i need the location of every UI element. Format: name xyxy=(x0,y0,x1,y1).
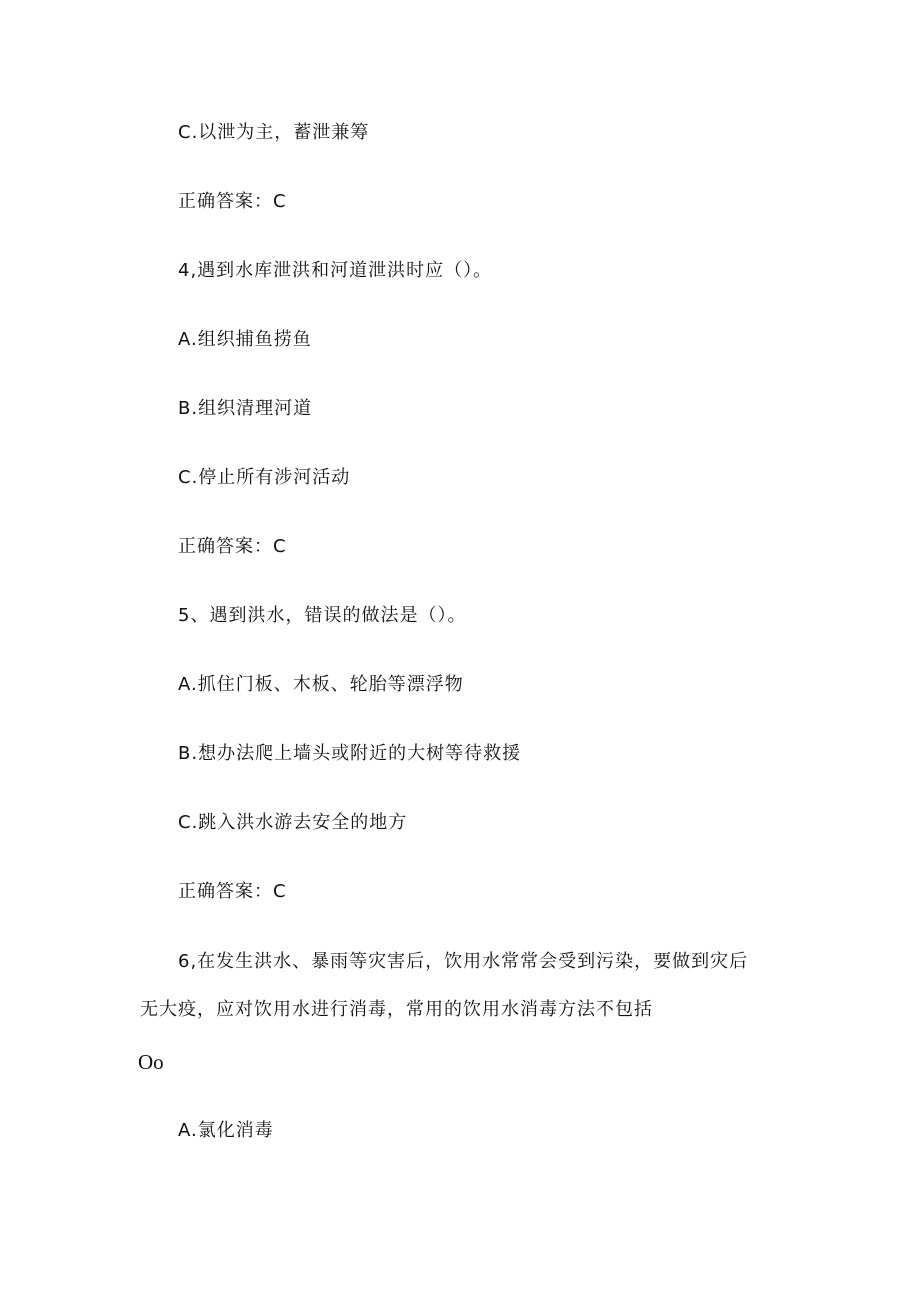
q4-question: 4,遇到水库泄洪和河道泄洪时应（）。 xyxy=(178,260,493,281)
q3-option-c: C.以泄为主，蓄泄兼筹 xyxy=(178,122,370,143)
q3-answer: 正确答案：C xyxy=(178,191,287,212)
q6-question-line2: 无大疫，应对饮用水进行消毒，常用的饮用水消毒方法不包括 xyxy=(140,999,653,1020)
q6-option-a: A.氯化消毒 xyxy=(178,1120,274,1141)
q4-answer: 正确答案：C xyxy=(178,536,287,557)
q4-option-a: A.组织捕鱼捞鱼 xyxy=(178,329,312,350)
q6-question-line3: Oo xyxy=(138,1050,164,1074)
q4-option-b: B.组织清理河道 xyxy=(178,398,313,419)
q4-option-c: C.停止所有涉河活动 xyxy=(178,467,351,488)
q5-question: 5、遇到洪水，错误的做法是（）。 xyxy=(178,605,467,626)
q5-option-c: C.跳入洪水游去安全的地方 xyxy=(178,812,408,833)
q5-option-b: B.想办法爬上墙头或附近的大树等待救援 xyxy=(178,743,522,764)
q5-option-a: A.抓住门板、木板、轮胎等漂浮物 xyxy=(178,674,464,695)
q5-answer: 正确答案：C xyxy=(178,881,287,902)
q6-question-line1: 6,在发生洪水、暴雨等灾害后，饮用水常常会受到污染，要做到灾后 xyxy=(178,951,749,972)
